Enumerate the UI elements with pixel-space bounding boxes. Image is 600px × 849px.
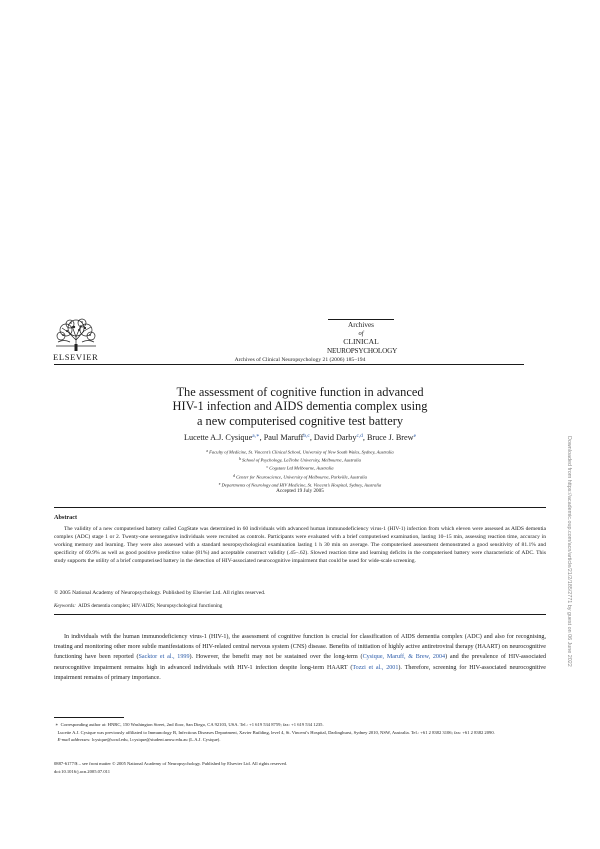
affiliation-text: Cogstate Ltd Melbourne, Australia — [269, 465, 334, 471]
author-affiliation-marks[interactable]: a,∗ — [252, 433, 260, 439]
affiliation-mark: d — [233, 473, 235, 478]
accepted-date: Accepted 19 July 2005 — [276, 488, 324, 494]
affiliation-text: Faculty of Medicine, St. Vincent’s Clinical School, University of New South Wales, Sydney, Australia — [209, 449, 394, 455]
previous-affiliation-text: Lucette A.J. Cysique was previously affiliated to Immunology B, Infectious Diseases Department, Xavier Building, level 4, St. Vincent’s Hospital, Darlinghurst, Sydney 2010, NSW, Australia. Tel.: +61 2 8382 3106; fax: +61 2 8382 2090. — [57, 729, 495, 735]
affiliation-mark: b — [239, 457, 241, 462]
email-note — [54, 736, 546, 744]
footnotes — [54, 721, 546, 744]
author-affiliation-marks[interactable]: b,c — [303, 433, 310, 439]
journal-logo-line2: of — [358, 329, 364, 337]
title-line-3: a new computerised cognitive test battery — [196, 413, 404, 428]
author-affiliation-marks[interactable]: c,d — [356, 433, 363, 439]
affiliation-item — [60, 448, 540, 456]
affiliation-list — [60, 448, 540, 489]
abstract-heading: Abstract — [54, 514, 78, 521]
author-name: Paul Maruff — [263, 433, 304, 442]
keywords-label: Keywords: — [54, 603, 76, 609]
abstract-copyright: © 2005 National Academy of Neuropsychology. Published by Elsevier Ltd. All rights reserved. — [54, 590, 266, 596]
affiliation-item — [60, 464, 540, 472]
author-separator: , — [362, 433, 367, 442]
footnote-rule — [54, 717, 124, 718]
corresponding-author-text: Corresponding author at: HNRC, 150 Washington Street, 2nd floor, San Diego, CA 92103, USA. Tel.: +1 619 534 8759; fax: +1 619 534 1235. — [60, 722, 324, 727]
body-text-segment: ) and the prevalence of HIV-associated neurocognitive impairment remains high in advanced individuals with HIV-1 infection despite long-term HAART ( — [54, 654, 547, 671]
affiliation-mark: c — [266, 465, 269, 470]
journal-logo — [327, 319, 398, 355]
elsevier-wordmark: ELSEVIER — [53, 352, 99, 362]
running-head: Archives of Clinical Neuropsychology 21 (2006) 185–194 — [234, 357, 366, 363]
title-line-2: HIV-1 infection and AIDS dementia complex using — [172, 399, 428, 414]
author-list — [60, 433, 540, 442]
abstract-rule-bottom — [54, 614, 546, 615]
author-name: Lucette A.J. Cysique — [184, 433, 253, 442]
article-title — [100, 385, 500, 428]
affiliation-item — [60, 456, 540, 464]
affiliation-text: Center for Neuroscience, University of Melbourne, Parkville, Australia — [236, 474, 367, 480]
elsevier-tree-logo — [54, 318, 98, 352]
download-watermark-text: Downloaded from https://academic.oup.com/acn/article/21/2/185/2771 by guest on 06 June 2022 — [566, 436, 572, 667]
header-rule — [54, 364, 524, 365]
issn-line: 0887-6177/$ – see front matter © 2005 National Academy of Neuropsychology. Published by Elsevier Ltd. All rights reserved. — [54, 761, 288, 766]
author-separator: , — [259, 433, 264, 442]
author-affiliation-marks[interactable]: e — [413, 433, 416, 439]
footnote-mark: ∗ — [55, 722, 59, 727]
body-text-segment: In individuals with the human immunodeficiency virus-1 (HIV-1), the assessment of cognitive function is crucial for classification of AIDS dementia complex (ADC) and also for recognising, treating and monitoring other more subtle manifestations of HIV-related central nervous system (CNS) disease. Benefits of initiation of highly active antiretroviral therapy (HAART) on neurocognitive functioning have been reported ( — [54, 634, 546, 661]
citation-link[interactable]: Cysique, Maruff, & Brew, 2004 — [362, 654, 446, 661]
author-name: Bruce J. Brew — [366, 433, 414, 442]
body-text-segment: ). However, the benefit may not be sustained over the long-term ( — [189, 654, 363, 661]
journal-logo-line4: NEUROPSYCHOLOGY — [327, 346, 398, 355]
author-separator: , — [309, 433, 314, 442]
download-watermark — [566, 436, 572, 736]
citation-link[interactable]: Sacktor et al., 1999 — [138, 654, 190, 661]
journal-logo-line3: CLINICAL — [343, 337, 379, 347]
journal-logo-rule — [328, 319, 394, 320]
citation-link[interactable]: Tozzi et al., 2001 — [352, 664, 399, 671]
keywords-list: AIDS dementia complex; HIV/AIDS; Neuropsychological functioning — [78, 603, 223, 609]
journal-logo-line1: Archives — [348, 321, 374, 330]
author-name: David Darby — [313, 433, 357, 442]
abstract-rule-top — [54, 507, 546, 508]
affiliation-mark: a — [206, 449, 208, 453]
body-text-segment: ). Therefore, screening for HIV-associated neurocognitive impairment remains of primary importance. — [54, 664, 547, 681]
affiliation-text: School of Psychology, LaTrobe University, Melbourne, Australia — [242, 457, 361, 463]
email-addresses[interactable]: lcysique@ucsd.edu, l.cysique@student.unsw.edu.au (L.A.J. Cysique). — [91, 737, 221, 742]
affiliation-item — [60, 473, 540, 481]
affiliation-mark: e — [218, 481, 221, 486]
doi-line[interactable]: doi:10.1016/j.acn.2005.07.011 — [54, 768, 111, 774]
affiliation-text: Departments of Neurology and HIV Medicine, St. Vincent’s Hospital, Sydney, Australia — [221, 482, 382, 488]
corresponding-author-note — [54, 721, 546, 729]
title-line-1: The assessment of cognitive function in advanced — [176, 385, 424, 399]
keywords — [54, 603, 222, 609]
abstract-text: The validity of a new computerised battery called CogState was determined in 60 individuals with advanced human immunodeficiency virus-1 (HIV-1) infection from which eleven were assessed as AIDS dementia complex (ADC) stage 1 or 2. Twenty-one seronegative individuals were recruited as controls. Participants were evaluated with a brief computerised examination, lasting 10–15 min, assessing reaction time, accuracy in working memory and learning. They were also assessed with a standard neuropsychological examination lasting 1 h 30 min on average. The computerised assessment demonstrated a good sensitivity of 81.1% and specificity of 69.9% as well as good positive predictive value (81%) and acceptable construct validity (.45–.62). Slowed reaction time and learning deficits in the computerised battery were characteristic of ADC. This study supports the utility of a brief computerised battery in the detection of HIV-associated neurocognitive impairment that could be used for wide-scale screening. — [54, 526, 546, 565]
body-paragraph — [54, 632, 546, 683]
email-label: E-mail addresses: — [57, 737, 91, 742]
front-matter-info — [54, 760, 546, 775]
previous-affiliation-note — [54, 729, 546, 737]
